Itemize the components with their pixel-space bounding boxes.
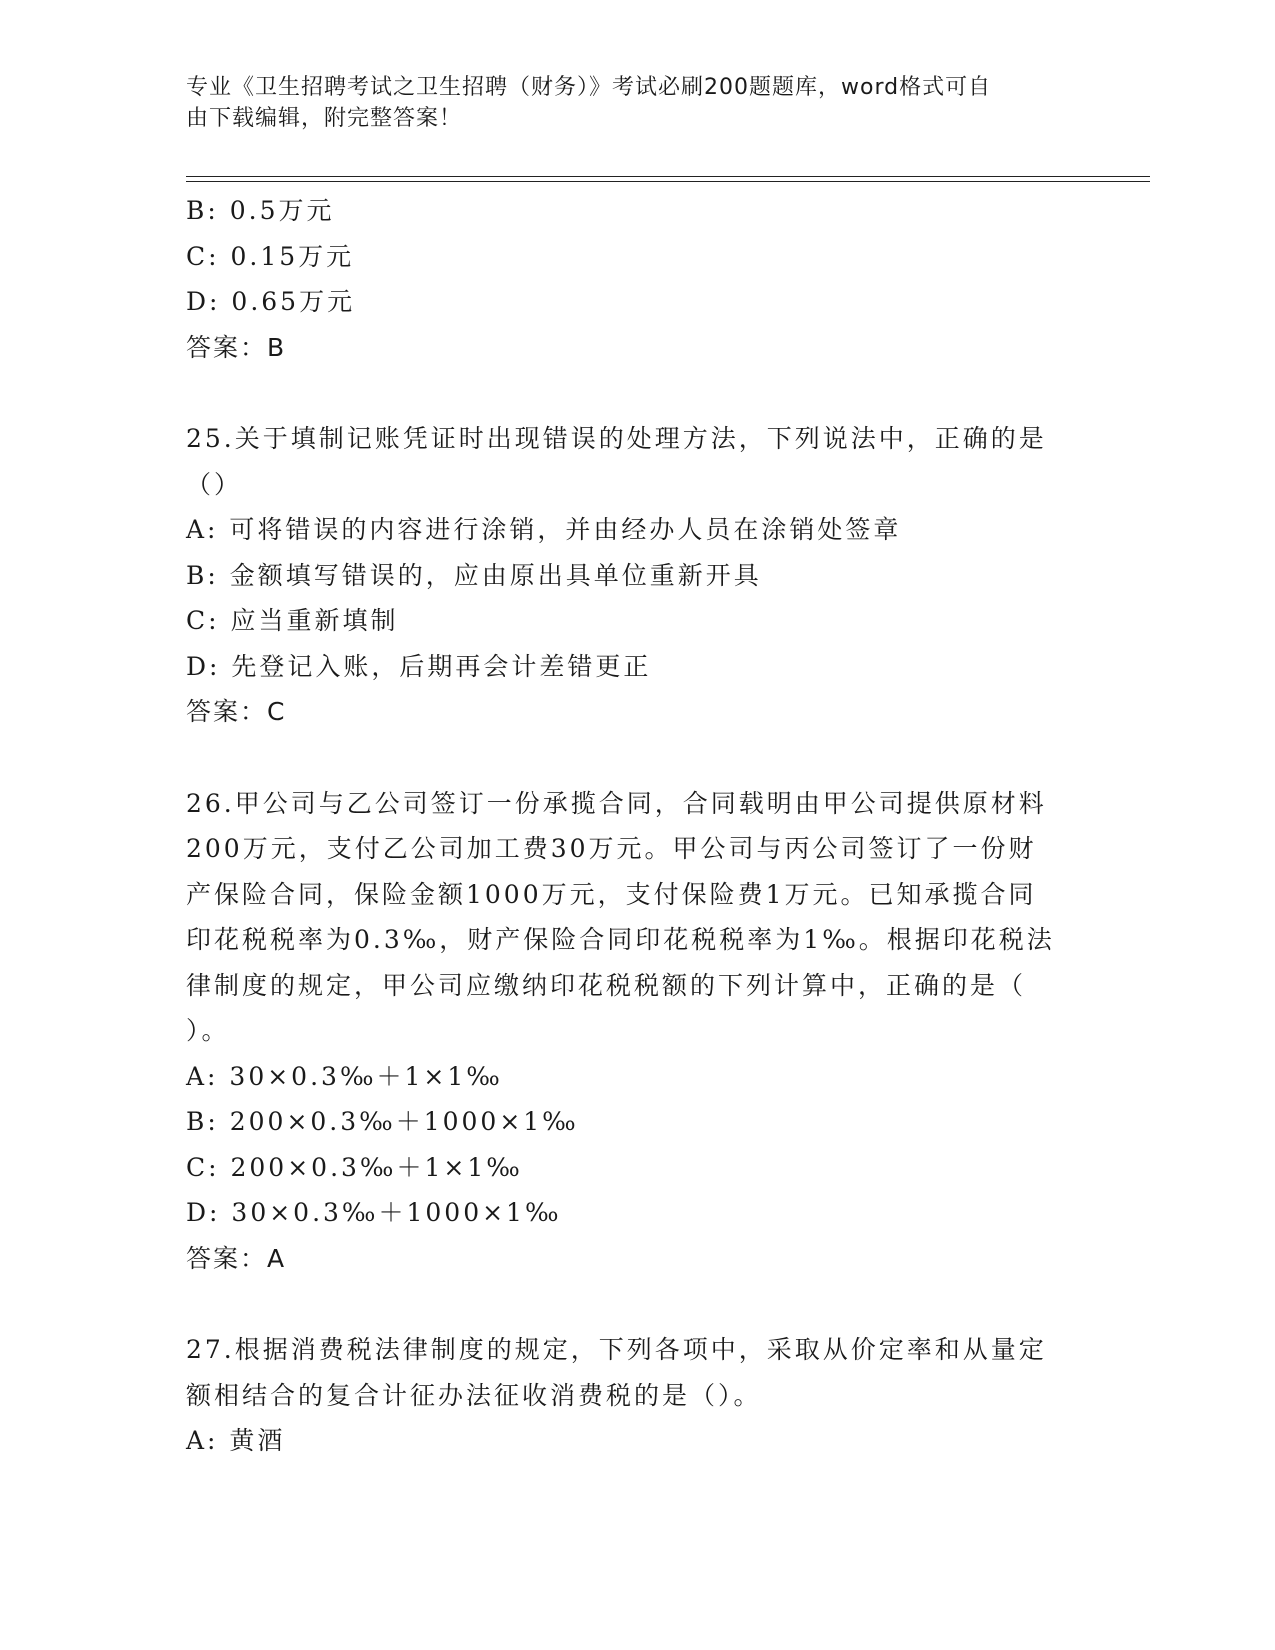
spacer (186, 370, 1086, 416)
header-line-2: 由下载编辑，附完整答案！ (186, 106, 463, 131)
q27-stem-line-1: 27.根据消费税法律制度的规定，下列各项中，采取从价定率和从量定 (186, 1335, 1047, 1364)
question-25 (186, 416, 1086, 735)
document-header (186, 72, 1066, 134)
document-body (186, 188, 1086, 1464)
spacer (186, 735, 1086, 781)
q24-answer: 答案：B (186, 332, 287, 362)
q26-stem-line-6: ）。 (186, 1016, 230, 1045)
q26-option-c: C: 200×0.3‰＋1×1‰ (186, 1152, 523, 1182)
q26-option-b: B: 200×0.3‰＋1000×1‰ (186, 1107, 579, 1136)
q25-stem-line-1: 25.关于填制记账凭证时出现错误的处理方法，下列说法中，正确的是 (186, 424, 1047, 453)
q27-option-a: A: 黄酒 (186, 1426, 286, 1455)
q24-option-c: C: 0.15万元 (186, 241, 355, 271)
header-divider-bottom (186, 181, 1150, 182)
q24-option-d: D: 0.65万元 (186, 287, 356, 316)
q25-option-b: B: 金额填写错误的，应由原出具单位重新开具 (186, 560, 762, 590)
q26-stem-line-2: 200万元，支付乙公司加工费30万元。甲公司与丙公司签订了一份财 (186, 834, 1037, 863)
question-26 (186, 781, 1086, 1282)
q26-stem-line-1: 26.甲公司与乙公司签订一份承揽合同，合同载明由甲公司提供原材料 (186, 788, 1047, 818)
spacer (186, 1281, 1086, 1327)
q25-answer: 答案：C (186, 697, 287, 726)
q25-option-a: A: 可将错误的内容进行涂销，并由经办人员在涂销处签章 (186, 515, 902, 544)
question-27 (186, 1327, 1086, 1464)
q25-option-d: D: 先登记入账，后期再会计差错更正 (186, 651, 652, 681)
q24-option-b: B: 0.5万元 (186, 196, 335, 225)
q26-stem-line-4: 印花税税率为0.3‰，财产保险合同印花税税率为1‰。根据印花税法 (186, 925, 1055, 954)
q26-option-a: A: 30×0.3‰＋1×1‰ (186, 1061, 503, 1091)
q25-option-c: C: 应当重新填制 (186, 606, 399, 635)
q26-stem-line-5: 律制度的规定，甲公司应缴纳印花税税额的下列计算中，正确的是（ (186, 970, 1027, 1000)
q26-answer: 答案：A (186, 1243, 287, 1273)
q27-stem-line-2: 额相结合的复合计征办法征收消费税的是（）。 (186, 1380, 762, 1410)
header-divider-top (186, 176, 1150, 177)
header-line-1: 专业《卫生招聘考试之卫生招聘（财务）》考试必刷200题题库，word格式可自 (186, 75, 992, 100)
q26-option-d: D: 30×0.3‰＋1000×1‰ (186, 1198, 562, 1227)
q26-stem-line-3: 产保险合同，保险金额1000万元，支付保险费1万元。已知承揽合同 (186, 879, 1037, 909)
q25-stem-line-2: （） (186, 469, 243, 499)
question-24 (186, 188, 1086, 370)
